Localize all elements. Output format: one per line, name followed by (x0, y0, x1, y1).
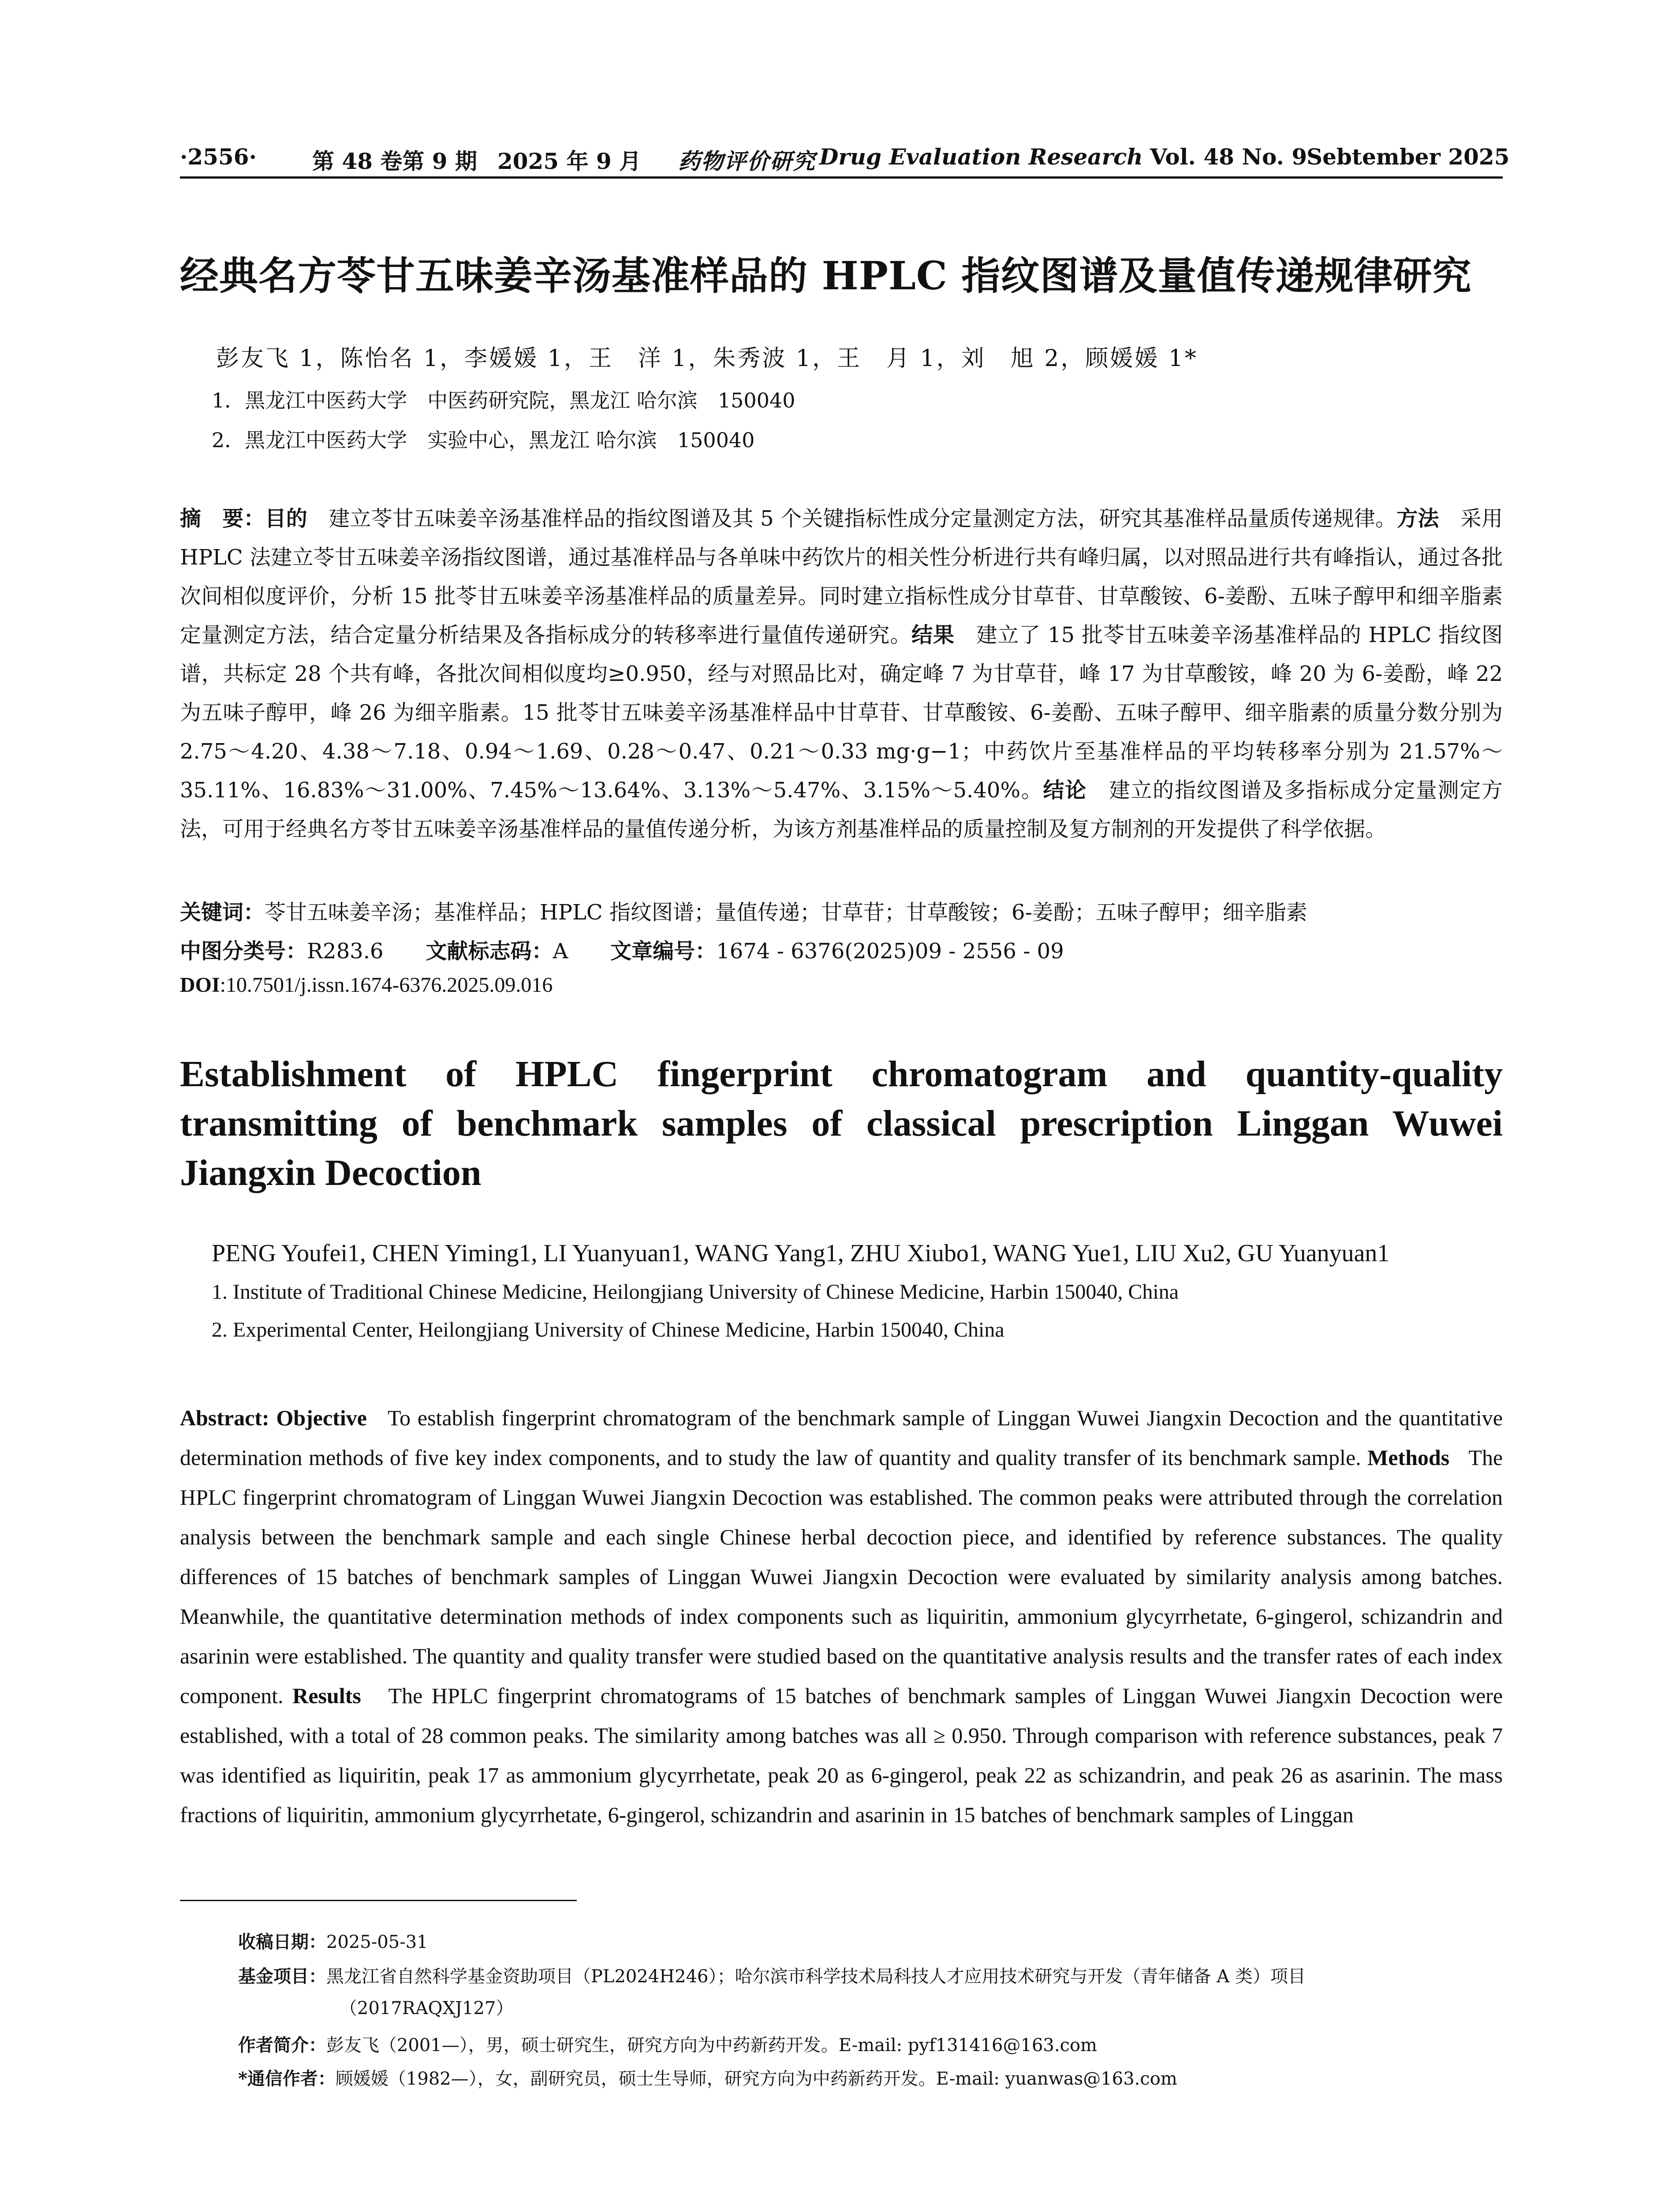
fund-label: 基金项目： (238, 1966, 326, 1987)
methods-label-en: Methods (1367, 1445, 1450, 1470)
authors-en: PENG Youfei1, CHEN Yiming1, LI Yuanyuan1, WANG Yang1, ZHU Xiubo1, WANG Yue1, LIU Xu2, GU Yuanyuan1 (212, 1240, 1390, 1267)
footnote-author (238, 2031, 1097, 2056)
affiliation-en-2: 2. Experimental Center, Heilongjiang University of Chinese Medicine, Harbin 150040, China (212, 1318, 1004, 1342)
abstract-label-cn: 摘 要： (180, 506, 265, 531)
conclusion-cn: 建立的指纹图谱及多指标成分定量测定方法，可用于经典名方苓甘五味姜辛汤基准样品的量值传递分析，为该方剂基准样品的质量控制及复方制剂的开发提供了科学依据。 (180, 778, 1503, 841)
footnote-fund-cont: （2017RAQXJ127） (340, 1998, 514, 2018)
doi-label: DOI (180, 973, 220, 997)
footnote-corresponding (238, 2065, 1177, 2090)
issue-en: Vol. 48 No. 9 (1150, 144, 1307, 170)
date-en: Sebtember 2025 (1307, 144, 1510, 170)
classification-line (180, 934, 1064, 964)
corr-label: *通信作者： (238, 2068, 336, 2089)
received-value: 2025-05-31 (326, 1932, 428, 1952)
affiliation-en-1: 1. Institute of Traditional Chinese Medicine, Heilongjiang University of Chinese Medicine, Harbin 150040, China (212, 1280, 1179, 1304)
doc-code-label: 文献标志码： (426, 939, 553, 964)
methods-label-cn: 方法 (1396, 506, 1439, 531)
methods-en: The HPLC fingerprint chromatogram of Linggan Wuwei Jiangxin Decoction was established. The common peaks were attributed through the correlation analysis between the benchmark sample and each single Chinese herbal decoction piece, and identified by reference substances. The quality differences of 15 batches of benchmark samples of Linggan Wuwei Jiangxin Decoction were evaluated by similarity analysis among batches. Meanwhile, the quantitative determination methods of index components such as liquiritin, ammonium glycyrrhetate, 6-gingerol, schizandrin and asarinin were established. The quantity and quality transfer were studied based on the quantitative analysis results and the transfer rates of each index component. (180, 1445, 1503, 1708)
objective-cn: 建立苓甘五味姜辛汤基准样品的指纹图谱及其 5 个关键指标性成分定量测定方法，研究其基准样品量质传递规律。 (329, 506, 1397, 531)
corr-value: 顾媛媛（1982—），女，副研究员，硕士生导师，研究方向为中药新药开发。E-mail: yuanwas@163.com (335, 2069, 1177, 2089)
doi-line (180, 973, 553, 997)
doi-value: :10.7501/j.issn.1674-6376.2025.09.016 (220, 973, 553, 997)
keywords-cn (180, 895, 1307, 926)
results-cn: 建立了 15 批苓甘五味姜辛汤基准样品的 HPLC 指纹图谱，共标定 28 个共有峰，各批次间相似度均≥0.950，经与对照品比对，确定峰 7 为甘草苷，峰 17 为甘草酸铵，峰 20 为 6-姜酚，峰 22 为五味子醇甲，峰 26 为细辛脂素。15 批苓甘五味姜辛汤基准样品中甘草苷、甘草酸铵、6-姜酚、五味子醇甲、细辛脂素的质量分数分别为 2.75～4.20、4.38～7.18、0.94～1.69、0.28～0.47、0.21～0.33 mg·g−1；中药饮片至基准样品的平均转移率分别为 21.57%～35.11%、16.83%～31.00%、7.45%～13.64%、3.13%～5.47%、3.15%～5.40%。 (180, 623, 1503, 803)
abstract-cn (180, 499, 1503, 848)
results-en: The HPLC fingerprint chromatograms of 15 batches of benchmark samples of Linggan Wuwei Jiangxin Decoction were established, with a total of 28 common peaks. The similarity among batches was all ≥ 0.950. Through comparison with reference substances, peak 7 was identified as liquiritin, peak 17 as ammonium glycyrrhetate, peak 20 as 6-gingerol, peak 22 as schizandrin, and peak 26 as asarinin. The mass fractions of liquiritin, ammonium glycyrrhetate, 6-gingerol, schizandrin and asarinin in 15 batches of benchmark samples of Linggan (180, 1683, 1503, 1827)
abstract-en (180, 1398, 1503, 1835)
title-en: Establishment of HPLC fingerprint chromatogram and quantity-quality transmitting of benchmark samples of classical prescription Linggan Wuwei Jiangxin Decoction (180, 1054, 1503, 1193)
issue-cn: 第 48 卷第 9 期 (312, 148, 477, 174)
page-number: ·2556· (180, 144, 257, 170)
objective-label-cn: 目的 (265, 506, 308, 531)
abstract-label-en: Abstract: Objective (180, 1405, 367, 1430)
keywords-label: 关键词： (180, 900, 265, 925)
footnote-rule (180, 1900, 577, 1901)
header-rule (180, 176, 1503, 179)
affiliation-cn-1: 1．黑龙江中医药大学 中医药研究院，黑龙江 哈尔滨 150040 (212, 389, 795, 412)
received-label: 收稿日期： (238, 1932, 326, 1952)
title-cn: 经典名方苓甘五味姜辛汤基准样品的 HPLC 指纹图谱及量值传递规律研究 (180, 253, 1472, 299)
keywords-text: 苓甘五味姜辛汤；基准样品；HPLC 指纹图谱；量值传递；甘草苷；甘草酸铵；6-姜酚；五味子醇甲；细辛脂素 (265, 900, 1307, 925)
journal-name-en: Drug Evaluation Research (819, 144, 1143, 170)
fund-value: 黑龙江省自然科学基金资助项目（PL2024H246）；哈尔滨市科学技术局科技人才应用技术研究与开发（青年储备 A 类）项目 (326, 1966, 1306, 1987)
clc-value: R283.6 (307, 939, 384, 964)
footnote-received (238, 1928, 428, 1953)
affiliation-cn-2: 2．黑龙江中医药大学 实验中心，黑龙江 哈尔滨 150040 (212, 428, 755, 452)
date-cn: 2025 年 9 月 (497, 148, 642, 174)
clc-label: 中图分类号： (180, 939, 307, 964)
article-no-value: 1674 - 6376(2025)09 - 2556 - 09 (716, 939, 1064, 964)
footnote-fund (238, 1962, 1306, 1988)
author-value: 彭友飞（2001—），男，硕士研究生，研究方向为中药新药开发。E-mail: pyf131416@163.com (326, 2035, 1097, 2056)
results-label-en: Results (292, 1683, 361, 1708)
methods-cn: 采用 HPLC 法建立苓甘五味姜辛汤指纹图谱，通过基准样品与各单味中药饮片的相关性分析进行共有峰归属，以对照品进行共有峰指认，通过各批次间相似度评价，分析 15 批苓甘五味姜辛汤基准样品的质量差异。同时建立指标性成分甘草苷、甘草酸铵、6-姜酚、五味子醇甲和细辛脂素定量测定方法，结合定量分析结果及各指标成分的转移率进行量值传递研究。 (180, 506, 1503, 647)
objective-en: To establish fingerprint chromatogram of the benchmark sample of Linggan Wuwei Jiangxin Decoction and the quantitative determination methods of five key index components, and to study the law of quantity and quality transfer of its benchmark sample. (180, 1405, 1503, 1470)
results-label-cn: 结果 (911, 623, 955, 647)
authors-cn: 彭友飞 1，陈怡名 1，李媛媛 1，王 洋 1，朱秀波 1，王 月 1，刘 旭 2，顾媛媛 1* (216, 345, 1198, 372)
journal-logo-cn: 药物评价研究 (678, 148, 816, 174)
article-no-label: 文章编号： (610, 939, 717, 964)
running-header (180, 138, 1510, 174)
conclusion-label-cn: 结论 (1043, 778, 1087, 803)
doc-code-value: A (553, 939, 568, 964)
author-label: 作者简介： (238, 2035, 326, 2056)
